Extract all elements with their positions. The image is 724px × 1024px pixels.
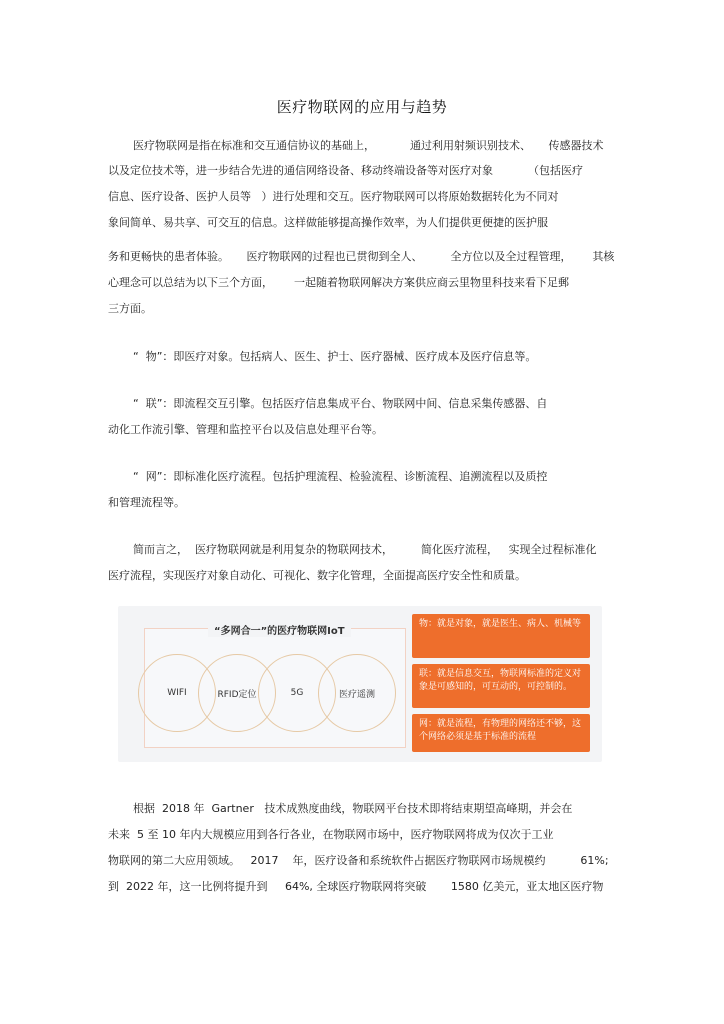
circle-rfid: RFID定位 (198, 654, 276, 732)
paragraph-line: 三方面。 (108, 302, 152, 315)
item-wang-line: “ 网”：即标准化医疗流程。包括护理流程、检验流程、诊断流程、追溯流程以及质控 (133, 470, 548, 483)
circle-telemetry: 医疗遥测 (318, 654, 396, 732)
paragraph-line: 医疗物联网是指在标准和交互通信协议的基础上， 通过利用射频识别技术、 传感器技术 (133, 139, 604, 152)
page-title: 医疗物联网的应用与趋势 (276, 98, 448, 116)
paragraph-line: 根据 2018 年 Gartner 技术成熟度曲线，物联网平台技术即将结束期望高峰期，并会在 (133, 802, 573, 815)
paragraph-line: 以及定位技术等，进一步结合先进的通信网络设备、移动终端设备等对医疗对象 （包括医疗 (108, 164, 583, 177)
item-lian-line: “ 联”：即流程交互引擎。包括医疗信息集成平台、物联网中间、信息采集传感器、自 (133, 397, 548, 410)
circle-5g: 5G (258, 654, 336, 732)
figure-title: “多网合一”的医疗物联网IoT (208, 622, 351, 637)
item-lian-line: 动化工作流引擎、管理和监控平台以及信息处理平台等。 (108, 423, 383, 436)
iot-figure (118, 606, 602, 762)
item-wu: “ 物”：即医疗对象。包括病人、医生、护士、医疗器械、医疗成本及医疗信息等。 (133, 350, 537, 363)
paragraph-line: 到 2022 年，这一比例将提升到 64%, 全球医疗物联网将突破 1580 亿美元，亚太地区医疗物 (108, 880, 604, 893)
summary-line: 简而言之， 医疗物联网就是利用复杂的物联网技术， 简化医疗流程， 实现全过程标准化 (133, 543, 597, 556)
box-wu: 物：就是对象，就是医生、病人、机械等 (412, 614, 590, 658)
paragraph-line: 信息、医疗设备、医护人员等 ）进行处理和交互。医疗物联网可以将原始数据转化为不同对 (108, 190, 559, 203)
box-wang: 网：就是流程，有物理的网络还不够，这个网络必须是基于标准的流程 (412, 714, 590, 752)
summary-line: 医疗流程，实现医疗对象自动化、可视化、数字化管理，全面提高医疗安全性和质量。 (108, 569, 526, 582)
paragraph-line: 未来 5 至 10 年内大规模应用到各行各业，在物联网市场中，医疗物联网将成为仅次于工业 (108, 828, 554, 841)
paragraph-line: 物联网的第二大应用领域。 2017 年，医疗设备和系统软件占据医疗物联网市场规模约 61%; (108, 854, 609, 867)
paragraph-line: 象间简单、易共享、可交互的信息。这样做能够提高操作效率，为人们提供更便捷的医护服 (108, 216, 548, 229)
item-wang-line: 和管理流程等。 (108, 496, 185, 509)
box-lian: 联：就是信息交互，物联网标准的定义对象是可感知的，可互动的，可控制的。 (412, 664, 590, 708)
paragraph-line: 务和更畅快的患者体验。 医疗物联网的过程也已贯彻到全人、 全方位以及全过程管理， 其核 (108, 250, 615, 263)
paragraph-line: 心理念可以总结为以下三个方面， 一起随着物联网解决方案供应商云里物里科技来看下足郵 (108, 276, 569, 289)
circle-wifi: WIFI (138, 654, 216, 732)
